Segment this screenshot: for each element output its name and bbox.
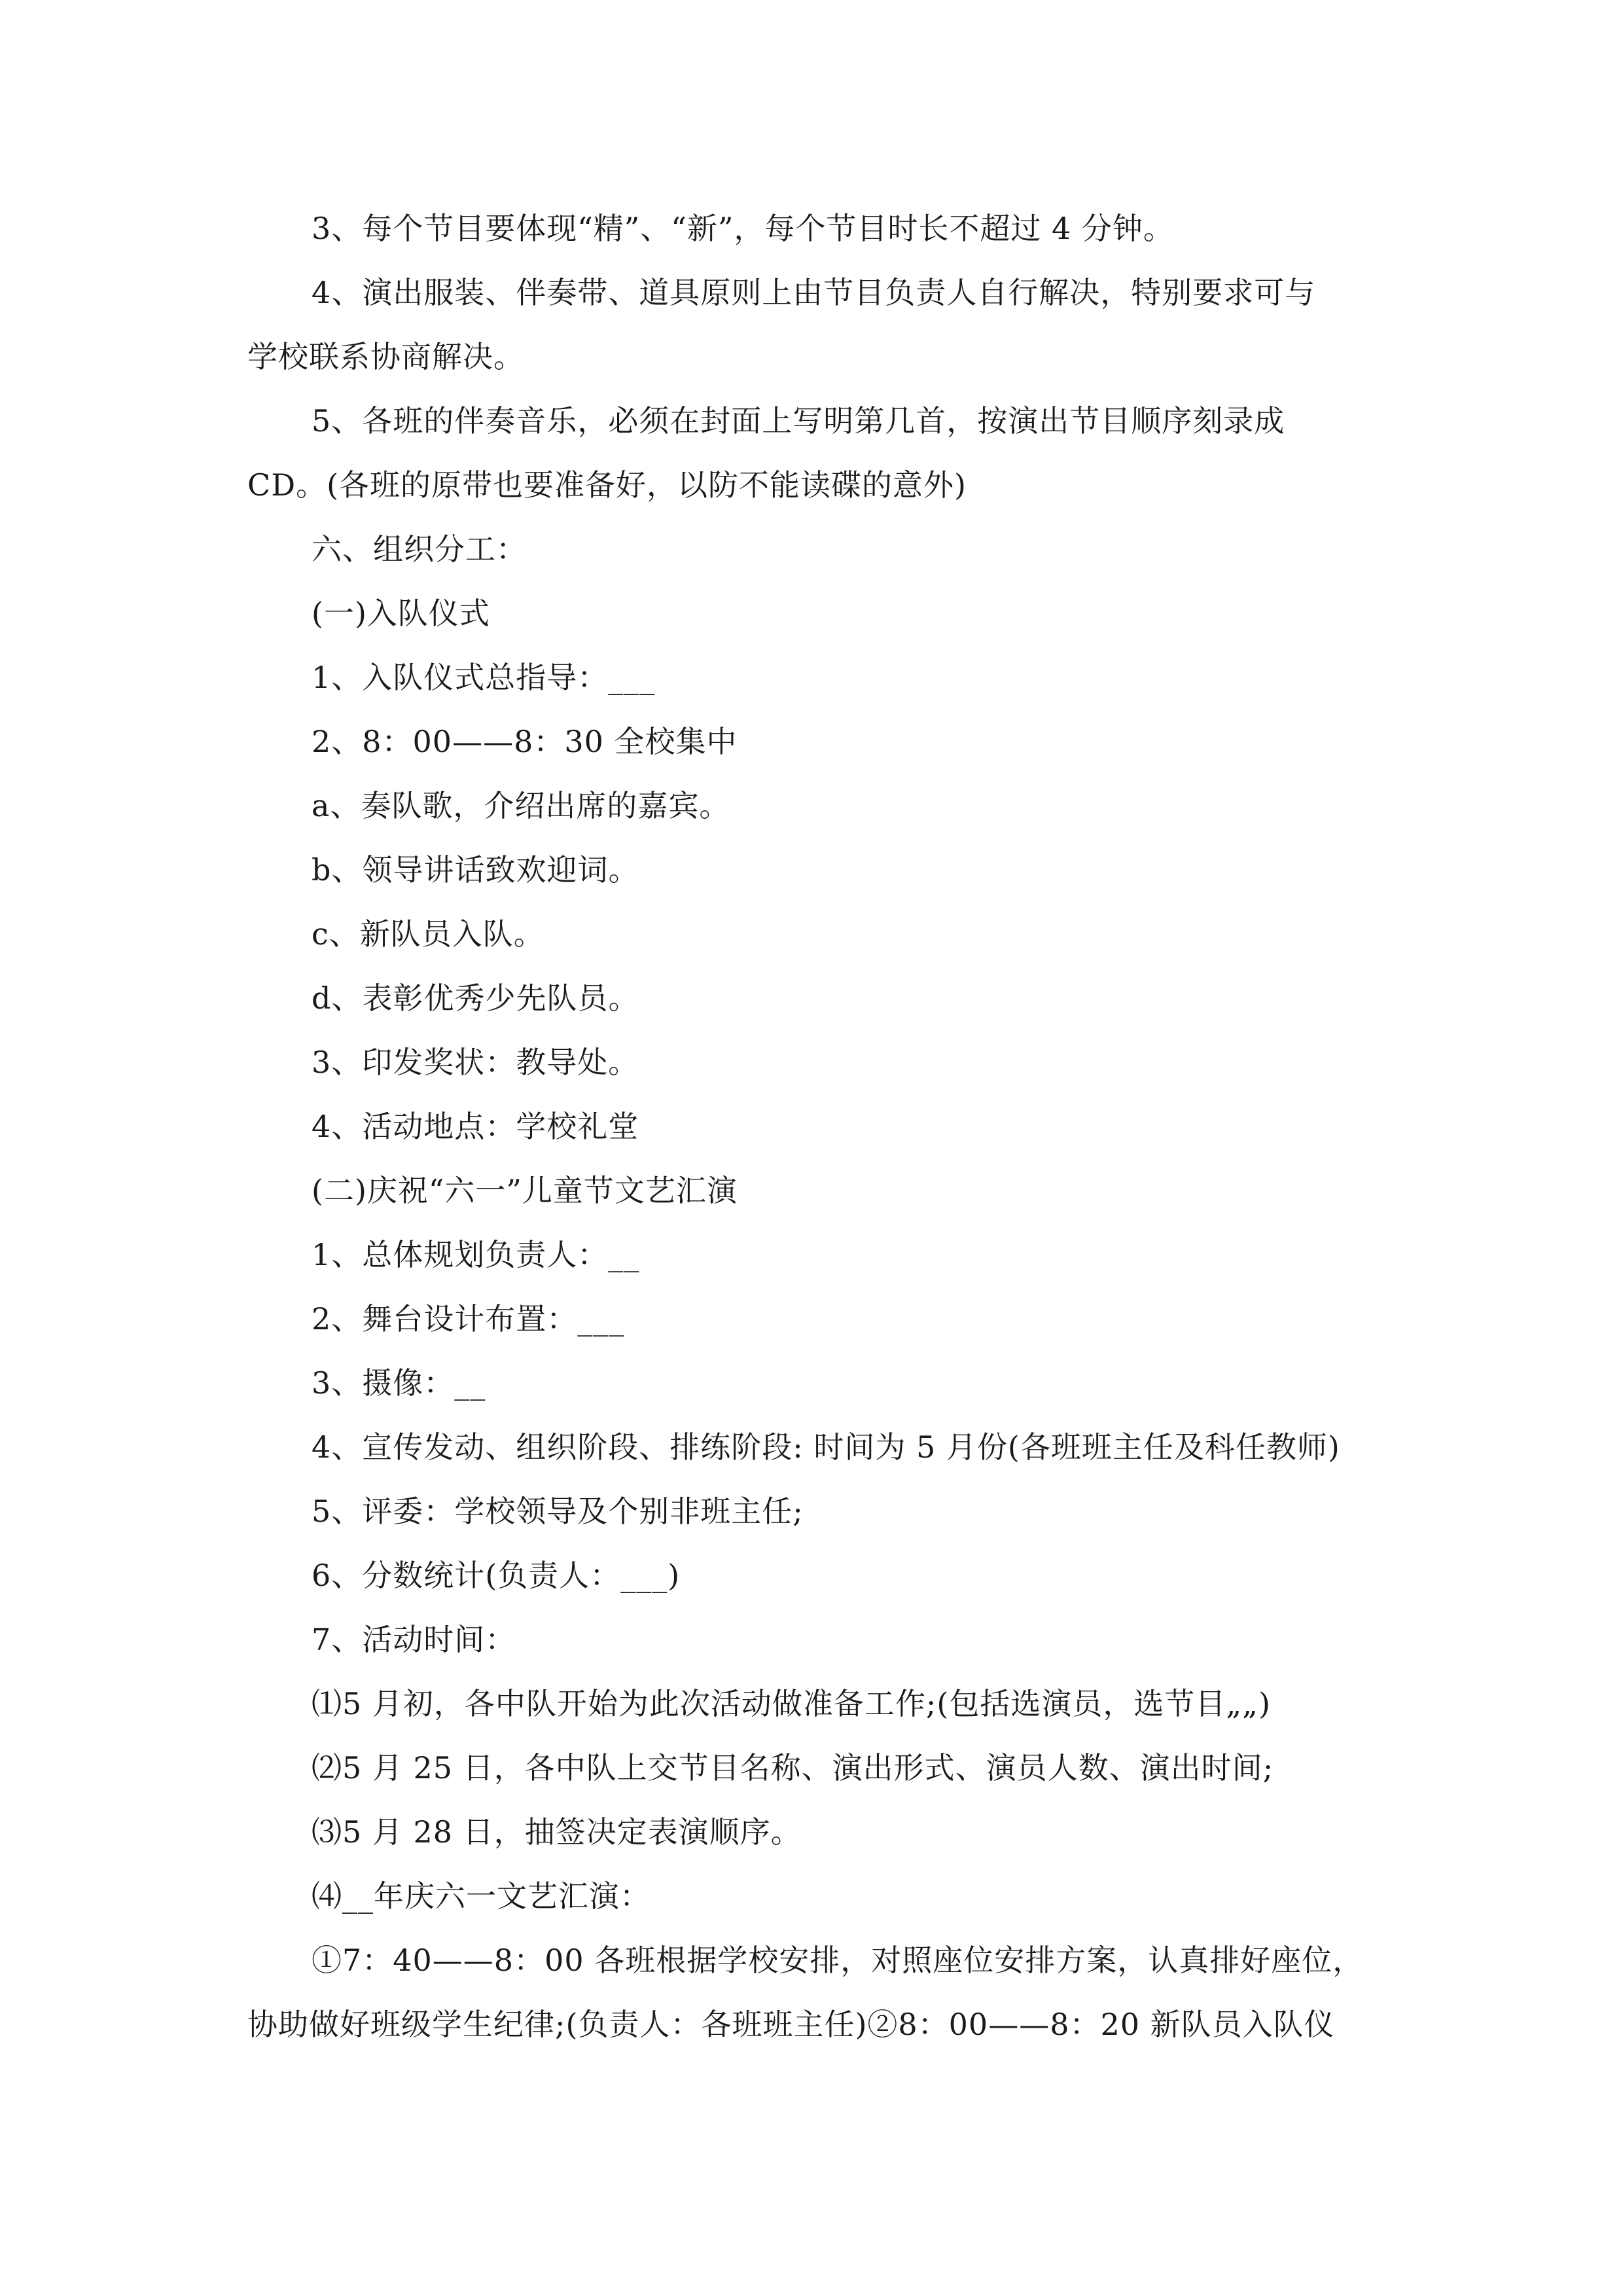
paragraph-line: CD。(各班的原带也要准备好，以防不能读碟的意外) bbox=[247, 467, 967, 503]
paragraph-line: 学校联系协商解决。 bbox=[247, 339, 524, 374]
list-item: 2、8：00——8：30 全校集中 bbox=[312, 724, 738, 759]
list-item: d、表彰优秀少先队员。 bbox=[312, 980, 639, 1016]
list-item: 1、入队仪式总指导：___ bbox=[312, 660, 656, 695]
list-item: c、新队员入队。 bbox=[312, 916, 544, 952]
list-item: ⑵5 月 25 日，各中队上交节目名称、演出形式、演员人数、演出时间; bbox=[312, 1750, 1274, 1785]
paragraph-line: ①7：40——8：00 各班根据学校安排，对照座位安排方案，认真排好座位， bbox=[312, 1943, 1364, 1978]
list-item: 1、总体规划负责人：__ bbox=[312, 1237, 640, 1272]
list-item: 7、活动时间： bbox=[312, 1622, 516, 1657]
list-item: 6、分数统计(负责人：___) bbox=[312, 1558, 681, 1593]
list-item: b、领导讲话致欢迎词。 bbox=[312, 852, 639, 888]
list-item: 4、宣传发动、组织阶段、排练阶段: 时间为 5 月份(各班班主任及科任教师) bbox=[312, 1429, 1340, 1465]
list-item: ⑴5 月初，各中队开始为此次活动做准备工作;(包括选演员，选节目„„) bbox=[312, 1686, 1271, 1721]
paragraph-line: 5、各班的伴奏音乐，必须在封面上写明第几首，按演出节目顺序刻录成 bbox=[312, 403, 1285, 439]
subsection-heading: (一)入队仪式 bbox=[312, 596, 490, 631]
paragraph-line: 4、演出服装、伴奏带、道具原则上由节目负责人自行解决，特别要求可与 bbox=[312, 275, 1316, 310]
subsection-heading: (二)庆祝“六一”儿童节文艺汇演 bbox=[312, 1173, 738, 1208]
list-item: 2、舞台设计布置：___ bbox=[312, 1301, 625, 1336]
list-item: 5、评委：学校领导及个别非班主任; bbox=[312, 1494, 804, 1529]
paragraph-line: 协助做好班级学生纪律;(负责人：各班班主任)②8：00——8：20 新队员入队仪 bbox=[247, 2007, 1335, 2042]
list-item: a、奏队歌，介绍出席的嘉宾。 bbox=[312, 788, 730, 823]
list-item: 3、摄像：__ bbox=[312, 1365, 486, 1401]
document-body bbox=[247, 196, 1386, 2056]
section-heading: 六、组织分工： bbox=[312, 531, 527, 567]
list-item: ⑷__年庆六一文艺汇演： bbox=[312, 1878, 651, 1914]
list-item: 4、活动地点：学校礼堂 bbox=[312, 1109, 639, 1144]
list-item: 3、印发奖状：教导处。 bbox=[312, 1045, 639, 1080]
list-item: ⑶5 月 28 日，抽签决定表演顺序。 bbox=[312, 1814, 802, 1850]
paragraph-line: 3、每个节目要体现“精”、“新”，每个节目时长不超过 4 分钟。 bbox=[312, 211, 1174, 246]
